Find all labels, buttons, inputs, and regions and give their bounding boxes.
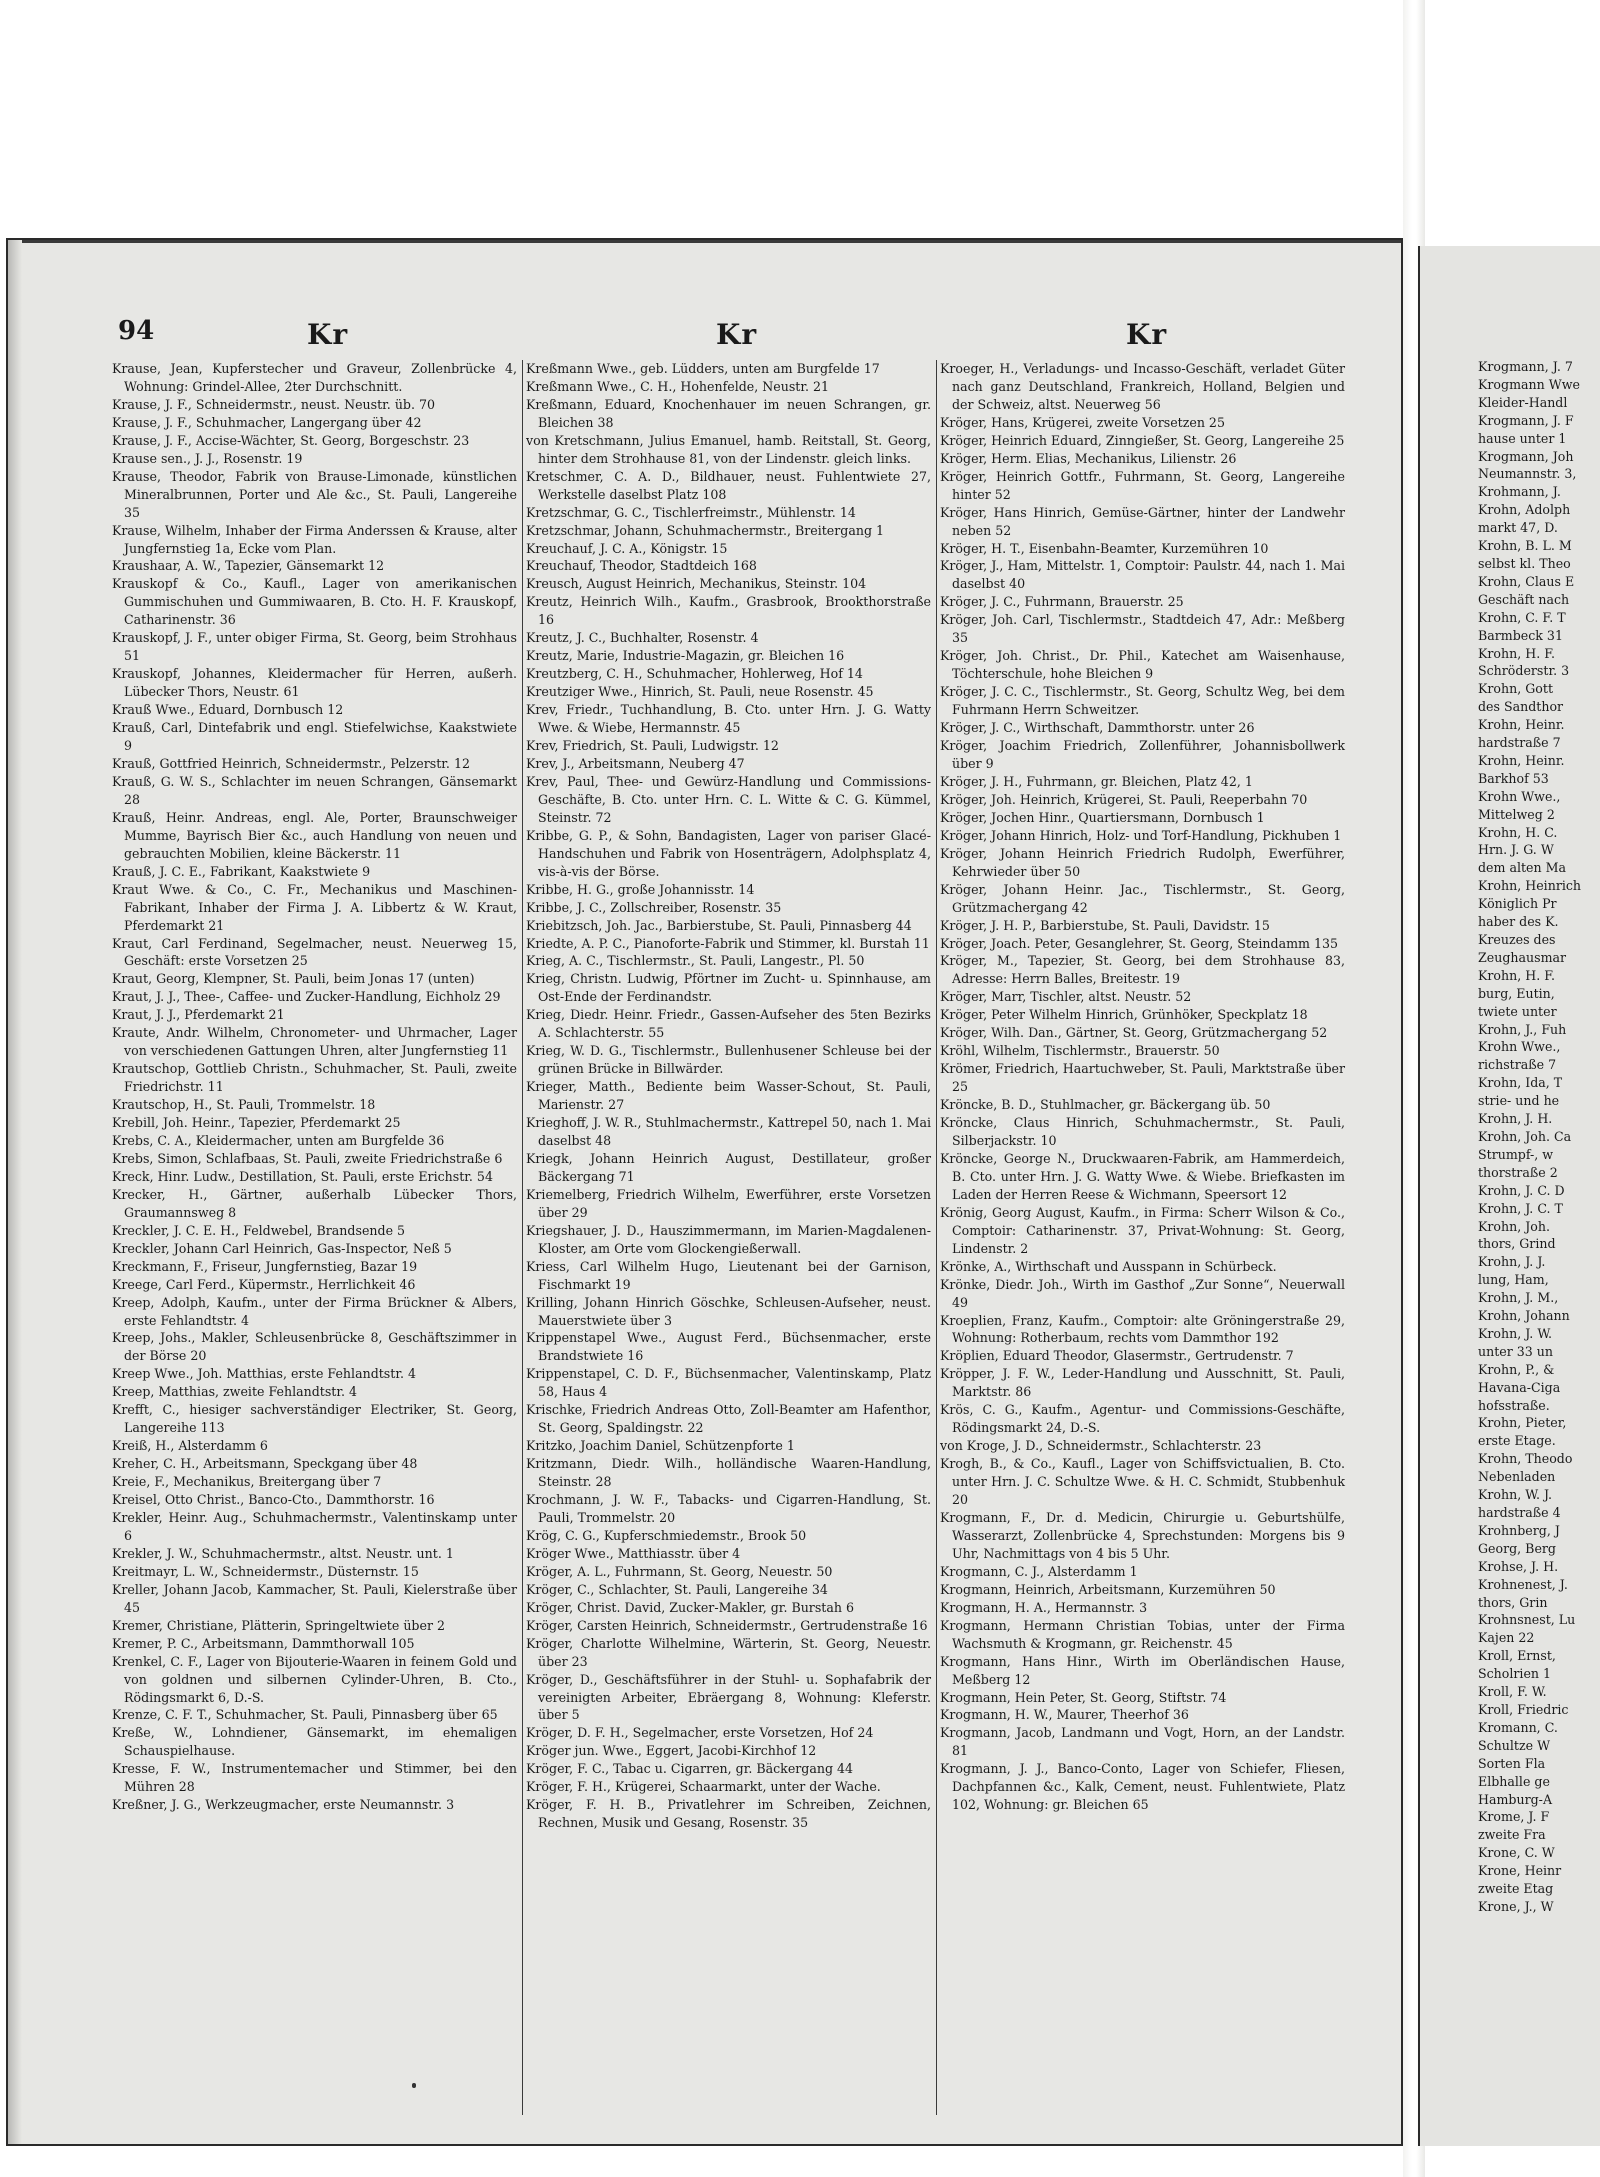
directory-entry: Kremer, P. C., Arbeitsmann, Dammthorwall 105 xyxy=(112,1635,415,1651)
directory-entry: Kreege, Carl Ferd., Küpermstr., Herrlichkeit 46 xyxy=(112,1276,416,1292)
directory-entry: Kraut Wwe. & Co., C. Fr., Mechanikus und Maschinen-Fabrikant, Inhaber der Firma J. A. Libbertz & W. Kraut, Pferdemarkt 21 xyxy=(112,881,517,933)
directory-entry: Krischke, Friedrich Andreas Otto, Zoll-Beamter am Hafenthor, St. Georg, Spaldingstr. 22 xyxy=(526,1402,931,1436)
directory-entry: Krönig, Georg August, Kaufm., in Firma: Scherr Wilson & Co., Comptoir: Catharinenstr. 37, Privat-Wohnung: St. Georg, Lindenstr. 2 xyxy=(940,1204,1345,1256)
directory-entry: Kresse, F. W., Instrumentemacher und Stimmer, bei den Mühren 28 xyxy=(112,1761,517,1795)
directory-entry: Krev, J., Arbeitsmann, Neuberg 47 xyxy=(526,755,745,771)
directory-entry: Krippenstapel, C. D. F., Büchsenmacher, Valentinskamp, Platz 58, Haus 4 xyxy=(526,1366,931,1400)
directory-entry: Krev, Friedrich, St. Pauli, Ludwigstr. 12 xyxy=(526,738,779,754)
directory-entry: von Kretschmann, Julius Emanuel, hamb. Reitstall, St. Georg, hinter dem Strohhause 81, von der Lindenstr. gleich links. xyxy=(526,432,931,466)
directory-entry: Krebs, C. A., Kleidermacher, unten am Burgfelde 36 xyxy=(112,1132,445,1148)
right-page-line: Krohn, Joh. xyxy=(1478,1218,1550,1234)
directory-entry: Krogmann, Hermann Christian Tobias, unter der Firma Wachsmuth & Krogmann, gr. Reichenstr. 45 xyxy=(940,1617,1345,1651)
right-page-line: Krohn, Heinr. xyxy=(1478,717,1565,733)
directory-entry: Krause, J. F., Schneidermstr., neust. Neustr. üb. 70 xyxy=(112,396,436,412)
right-page-line: Krohn, J. H. xyxy=(1478,1111,1553,1127)
directory-entry: Kribbe, J. C., Zollschreiber, Rosenstr. 35 xyxy=(526,899,782,915)
right-page-line: hardstraße 4 xyxy=(1478,1505,1561,1520)
directory-entry: Kröger, J. C., Fuhrmann, Brauerstr. 25 xyxy=(940,594,1184,610)
directory-entry: Kröhl, Wilhelm, Tischlermstr., Brauerstr. 50 xyxy=(940,1043,1220,1059)
directory-entry: Kriebitzsch, Joh. Jac., Barbierstube, St. Pauli, Pinnasberg 44 xyxy=(526,917,912,933)
right-page-line: Krogmann, J. 7 xyxy=(1478,359,1573,374)
right-page-line: Krohn, J. W. xyxy=(1478,1325,1553,1341)
right-page-line: Havana-Ciga xyxy=(1478,1379,1561,1395)
right-page-line: thorstraße 2 xyxy=(1478,1164,1558,1180)
right-page-line: Schröderstr. 3 xyxy=(1478,663,1570,679)
right-page-line: Krohn, J. M., xyxy=(1478,1290,1559,1306)
directory-entry: Krause, Theodor, Fabrik von Brause-Limonade, künstlichen Mineralbrunnen, Porter und Ale &c., St. Pauli, Langereihe 35 xyxy=(112,468,517,520)
right-page-line: Nebenladen xyxy=(1478,1469,1556,1485)
right-page-line: Hamburg-A xyxy=(1478,1791,1553,1807)
directory-entry: Krög, C. G., Kupferschmiedemstr., Brook 50 xyxy=(526,1527,807,1543)
directory-entry: Kritzko, Joachim Daniel, Schützenpforte 1 xyxy=(526,1438,795,1454)
directory-entry: Krev, Paul, Thee- und Gewürz-Handlung und Commissions-Geschäfte, B. Cto. unter Hrn. C. L. Witte & C. G. Kümmel, Steinstr. 72 xyxy=(526,773,931,825)
directory-entry: Kreße, W., Lohndiener, Gänsemarkt, im ehemaligen Schauspielhause. xyxy=(112,1725,517,1759)
directory-entry: Kröncke, George N., Druckwaaren-Fabrik, am Hammerdeich, B. Cto. unter Hrn. J. G. Watty Wwe. & Wiebe. Briefkasten im Laden der Herren Reese & Wichmann, Speersort 12 xyxy=(940,1150,1345,1202)
column-3-header: Kr xyxy=(1126,318,1168,351)
right-page-line: zweite Etag xyxy=(1478,1881,1554,1897)
directory-entry: Kreep, Matthias, zweite Fehlandtstr. 4 xyxy=(112,1384,358,1400)
directory-entry: Kreßner, J. G., Werkzeugmacher, erste Neumannstr. 3 xyxy=(112,1797,455,1813)
directory-entry: Kröger, J. H. P., Barbierstube, St. Pauli, Davidstr. 15 xyxy=(940,917,1270,933)
right-page-line: Krohnenest, J. xyxy=(1478,1576,1568,1592)
directory-entry: Kribbe, H. G., große Johannisstr. 14 xyxy=(526,881,755,897)
right-page-line: Kroll, Friedric xyxy=(1478,1701,1569,1717)
directory-entry: Krauß, Heinr. Andreas, engl. Ale, Porter, Braunschweiger Mumme, Bayrisch Bier &c., auch Handlung von neuen und gebrauchten Mobilien, kleine Bäckerstr. 11 xyxy=(112,809,517,861)
directory-entry: Krilling, Johann Hinrich Göschke, Schleusen-Aufseher, neust. Mauerstwiete über 3 xyxy=(526,1294,931,1328)
right-page-line: Strumpf-, w xyxy=(1478,1146,1554,1162)
directory-entry: Kremer, Christiane, Plätterin, Springeltwiete über 2 xyxy=(112,1617,445,1633)
right-page-line: Krohn, Gott xyxy=(1478,681,1554,697)
directory-entry: Kröger jun. Wwe., Eggert, Jacobi-Kirchhof 12 xyxy=(526,1743,817,1759)
directory-entry: Kröger, Marr, Tischler, altst. Neustr. 52 xyxy=(940,989,1192,1005)
directory-entry: Kröpper, J. F. W., Leder-Handlung und Ausschnitt, St. Pauli, Marktstr. 86 xyxy=(940,1366,1345,1400)
directory-entry: Kröger, Carsten Heinrich, Schneidermstr., Gertrudenstraße 16 xyxy=(526,1617,928,1633)
directory-entry: Kroeger, H., Verladungs- und Incasso-Geschäft, verladet Güter nach ganz Deutschland, Frankreich, Holland, Belgien und der Schweiz, altst. Neuerweg 56 xyxy=(940,361,1345,412)
directory-entry: Krenze, C. F. T., Schuhmacher, St. Pauli, Pinnasberg über 65 xyxy=(112,1707,498,1723)
directory-entry: Kraute, Andr. Wilhelm, Chronometer- und Uhrmacher, Lager von verschiedenen Gattungen Uhren, alter Jungfernstieg 11 xyxy=(112,1025,517,1059)
directory-entry: Kreßmann, Eduard, Knochenhauer im neuen Schrangen, gr. Bleichen 38 xyxy=(526,396,931,430)
directory-entry: Kröger, Johann Heinrich Friedrich Rudolph, Ewerführer, Kehrwieder über 50 xyxy=(940,845,1345,879)
directory-entry: Krieg, W. D. G., Tischlermstr., Bullenhusener Schleuse bei der grünen Brücke in Billwärder. xyxy=(526,1043,931,1077)
directory-entry: Kröger, Wilh. Dan., Gärtner, St. Georg, Grützmachergang 52 xyxy=(940,1025,1328,1041)
right-page-line: Barkhof 53 xyxy=(1478,770,1549,786)
right-page-line: hause unter 1 xyxy=(1478,430,1567,446)
right-page-line: Krohn, Adolph xyxy=(1478,502,1571,518)
directory-entry: Kreisel, Otto Christ., Banco-Cto., Dammthorstr. 16 xyxy=(112,1492,435,1508)
right-page-line: Kroll, F. W. xyxy=(1478,1684,1547,1700)
right-page-line: Barmbeck 31 xyxy=(1478,627,1563,643)
directory-entry: Kröger Wwe., Matthiasstr. über 4 xyxy=(526,1545,741,1561)
directory-entry: Kröger, J. H., Fuhrmann, gr. Bleichen, Platz 42, 1 xyxy=(940,773,1253,789)
directory-entry: Kröger, C., Schlachter, St. Pauli, Langereihe 34 xyxy=(526,1581,828,1597)
right-page-line: Kreuzes des xyxy=(1478,932,1556,947)
directory-entry: Kröger, Johann Heinr. Jac., Tischlermstr., St. Georg, Grützmachergang 42 xyxy=(940,881,1345,915)
right-page-line: Georg, Berg xyxy=(1478,1540,1556,1556)
directory-entry: Krieg, Christn. Ludwig, Pförtner im Zucht- u. Spinnhause, am Ost-Ende der Ferdinandstr. xyxy=(526,971,931,1005)
directory-entry: Kraut, J. J., Thee-, Caffee- und Zucker-Handlung, Eichholz 29 xyxy=(112,989,501,1005)
directory-entry: Kreckmann, F., Friseur, Jungfernstieg, Bazar 19 xyxy=(112,1258,418,1274)
directory-entry: Kribbe, G. P., & Sohn, Bandagisten, Lager von pariser Glacé-Handschuhen und Fabrik von Hosenträgern, Adolphsplatz 4, vis-à-vis der Börse. xyxy=(526,827,931,879)
right-page-line: Königlich Pr xyxy=(1478,896,1557,912)
right-page-line: Krohn, Joh. Ca xyxy=(1478,1128,1572,1144)
directory-entry: Kreitmayr, L. W., Schneidermstr., Düsternstr. 15 xyxy=(112,1563,419,1579)
right-page-line: Krohn, H. F. xyxy=(1478,645,1556,661)
directory-entry: Kriedte, A. P. C., Pianoforte-Fabrik und Stimmer, kl. Burstah 11 xyxy=(526,935,930,951)
right-page-line: Scholrien 1 xyxy=(1478,1666,1552,1682)
directory-column-3 xyxy=(940,360,1345,1814)
directory-entry: Krogmann, Hans Hinr., Wirth im Oberländischen Hause, Meßberg 12 xyxy=(940,1653,1345,1687)
right-page-line: Sorten Fla xyxy=(1478,1755,1546,1771)
directory-entry: Kröger, Joh. Heinrich, Krügerei, St. Pauli, Reeperbahn 70 xyxy=(940,791,1308,807)
right-page-line: Krohn, Claus E xyxy=(1478,573,1575,589)
directory-entry: Kröger, Hans Hinrich, Gemüse-Gärtner, hinter der Landwehr neben 52 xyxy=(940,504,1345,538)
directory-entry: Krauß, Gottfried Heinrich, Schneidermstr., Pelzerstr. 12 xyxy=(112,755,470,771)
right-page-line: markt 47, D. xyxy=(1478,520,1558,536)
directory-entry: Kröger, D. F. H., Segelmacher, erste Vorsetzen, Hof 24 xyxy=(526,1725,874,1741)
right-page-column xyxy=(1478,358,1600,1916)
column-divider-1 xyxy=(522,360,523,2115)
directory-entry: Kriegk, Johann Heinrich August, Destillateur, großer Bäckergang 71 xyxy=(526,1150,931,1184)
directory-entry: Kröger, Jochen Hinr., Quartiersmann, Dornbusch 1 xyxy=(940,809,1265,825)
right-page-line: Krohn, W. J. xyxy=(1478,1487,1553,1503)
right-page-line: Krohn, Pieter, xyxy=(1478,1415,1567,1431)
directory-entry: Kröncke, Claus Hinrich, Schuhmachermstr., St. Pauli, Silberjackstr. 10 xyxy=(940,1115,1345,1148)
right-page-line: Kajen 22 xyxy=(1478,1630,1535,1646)
column-divider-2 xyxy=(936,360,937,2115)
directory-column-2 xyxy=(526,360,931,1832)
directory-entry: Krautschop, Gottlieb Christn., Schuhmacher, St. Pauli, zweite Friedrichstr. 11 xyxy=(112,1061,517,1095)
directory-entry: Krogmann, J. J., Banco-Conto, Lager von Schiefer, Fliesen, Dachpfannen &c., Kalk, Cement, neust. Fuhlentwiete, Platz 102, Wohnung: gr. Bleichen 65 xyxy=(940,1761,1345,1813)
right-page-line: lung, Ham, xyxy=(1478,1272,1549,1288)
directory-entry: Kreckler, J. C. E. H., Feldwebel, Brandsende 5 xyxy=(112,1222,406,1238)
right-page-line: Neumannstr. 3, xyxy=(1478,466,1577,482)
right-page-line: Krohmann, J. xyxy=(1478,484,1561,500)
directory-entry: Krauskopf & Co., Kaufl., Lager von amerikanischen Gummischuhen und Gummiwaaren, B. Cto. H. F. Krauskopf, Catharinenstr. 36 xyxy=(112,576,517,628)
directory-entry: Krönke, A., Wirthschaft und Ausspann in Schürbeck. xyxy=(940,1258,1277,1274)
directory-entry: Kraut, Georg, Klempner, St. Pauli, beim Jonas 17 (unten) xyxy=(112,971,475,987)
right-page-line: burg, Eutin, xyxy=(1478,985,1555,1001)
directory-entry: Krogmann, F., Dr. d. Medicin, Chirurgie u. Geburtshülfe, Wasserarzt, Zollenbrücke 4, Sprechstunden: Morgens bis 9 Uhr, Nachmittags von 4 bis 5 Uhr. xyxy=(940,1510,1345,1561)
directory-entry: Krauskopf, J. F., unter obiger Firma, St. Georg, beim Strohhaus 51 xyxy=(112,630,517,664)
right-page-line: Krogmann, J. F xyxy=(1478,412,1574,428)
directory-entry: Kreep, Johs., Makler, Schleusenbrücke 8, Geschäftszimmer in der Börse 20 xyxy=(112,1330,517,1364)
directory-entry: Kröger, Joh. Carl, Tischlermstr., Stadtdeich 47, Adr.: Meßberg 35 xyxy=(940,612,1345,646)
right-page-line: hofsstraße. xyxy=(1478,1397,1550,1413)
right-page-line: Hrn. J. G. W xyxy=(1478,842,1554,858)
directory-entry: Krebill, Joh. Heinr., Tapezier, Pferdemarkt 25 xyxy=(112,1115,401,1131)
directory-entry: Krippenstapel Wwe., August Ferd., Büchsenmacher, erste Brandstwiete 16 xyxy=(526,1330,931,1364)
directory-entry: Kretzschmar, G. C., Tischlerfreimstr., Mühlenstr. 14 xyxy=(526,504,856,520)
right-page-line: Krohn, Theodo xyxy=(1478,1451,1573,1467)
right-page-line: selbst kl. Theo xyxy=(1478,555,1571,571)
directory-entry: Krautschop, H., St. Pauli, Trommelstr. 18 xyxy=(112,1097,376,1113)
right-page-line: Krome, J. F xyxy=(1478,1809,1550,1825)
directory-entry: Krogh, B., & Co., Kaufl., Lager von Schiffsvictualien, B. Cto. unter Hrn. J. C. Schultze Wwe. & H. C. Schmidt, Stubbenhuk 20 xyxy=(940,1456,1345,1508)
directory-entry: Krömer, Friedrich, Haartuchweber, St. Pauli, Marktstraße über 25 xyxy=(940,1061,1345,1095)
right-page-line: Schultze W xyxy=(1478,1737,1551,1753)
right-page-line: hardstraße 7 xyxy=(1478,735,1561,751)
directory-entry: Krieg, Diedr. Heinr. Friedr., Gassen-Aufseher des 5ten Bezirks A. Schlachterstr. 55 xyxy=(526,1007,931,1041)
directory-entry: Krause, Wilhelm, Inhaber der Firma Anderssen & Krause, alter Jungfernstieg 1a, Ecke vom Plan. xyxy=(112,522,517,556)
directory-entry: Kreuchauf, Theodor, Stadtdeich 168 xyxy=(526,558,757,574)
directory-entry: Krause, J. F., Schuhmacher, Langergang über 42 xyxy=(112,414,422,430)
directory-entry: Krecker, H., Gärtner, außerhalb Lübecker Thors, Graumannsweg 8 xyxy=(112,1186,517,1220)
directory-entry: Krenkel, C. F., Lager von Bijouterie-Waaren in feinem Gold und von goldnen und silbernen Cylinder-Uhren, B. Cto., Rödingsmarkt 6, D.-S. xyxy=(112,1653,517,1705)
right-page-line: Krogmann Wwe xyxy=(1478,376,1580,392)
directory-entry: Kröger, F. H., Krügerei, Schaarmarkt, unter der Wache. xyxy=(526,1779,881,1795)
directory-entry: Krause sen., J. J., Rosenstr. 19 xyxy=(112,450,303,466)
directory-entry: Kröger, Hans, Krügerei, zweite Vorsetzen 25 xyxy=(940,414,1225,430)
directory-entry: Kreßmann Wwe., geb. Lüdders, unten am Burgfelde 17 xyxy=(526,361,880,376)
directory-entry: Kröger, M., Tapezier, St. Georg, bei dem Strohhause 83, Adresse: Herrn Balles, Breitestr. 19 xyxy=(940,953,1345,987)
right-page-line: Krohn, Johann xyxy=(1478,1308,1570,1324)
directory-entry: Krogmann, Hein Peter, St. Georg, Stiftstr. 74 xyxy=(940,1689,1227,1705)
right-page-line: unter 33 un xyxy=(1478,1343,1554,1359)
directory-entry: Kröger, Herm. Elias, Mechanikus, Lilienstr. 26 xyxy=(940,450,1237,466)
directory-entry: Krogmann, H. W., Maurer, Theerhof 36 xyxy=(940,1707,1189,1723)
directory-entry: Krauß, J. C. E., Fabrikant, Kaakstwiete 9 xyxy=(112,863,371,879)
right-page-line: Krohn, J., Fuh xyxy=(1478,1021,1567,1037)
directory-entry: Kritzmann, Diedr. Wilh., holländische Waaren-Handlung, Steinstr. 28 xyxy=(526,1456,931,1490)
directory-entry: Krieg, A. C., Tischlermstr., St. Pauli, Langestr., Pl. 50 xyxy=(526,953,865,969)
directory-column-1 xyxy=(112,360,517,1814)
directory-entry: Krochmann, J. W. F., Tabacks- und Cigarren-Handlung, St. Pauli, Trommelstr. 20 xyxy=(526,1492,931,1525)
directory-entry: Krause, Jean, Kupferstecher und Graveur, Zollenbrücke 4, Wohnung: Grindel-Allee, 2ter Durchschnitt. xyxy=(112,361,517,394)
directory-entry: Kröplien, Eduard Theodor, Glasermstr., Gertrudenstr. 7 xyxy=(940,1348,1294,1364)
directory-entry: Kriess, Carl Wilhelm Hugo, Lieutenant bei der Garnison, Fischmarkt 19 xyxy=(526,1258,931,1292)
directory-entry: Kröger, Johann Hinrich, Holz- und Torf-Handlung, Pickhuben 1 xyxy=(940,827,1342,843)
ink-speck xyxy=(412,2083,416,2088)
right-page-line: Zeughausmar xyxy=(1478,949,1567,965)
directory-entry: Kreutz, Marie, Industrie-Magazin, gr. Bleichen 16 xyxy=(526,648,845,664)
page-top-edge xyxy=(8,240,1401,243)
right-page-line: Krohn Wwe., xyxy=(1478,788,1561,804)
directory-entry: Krogmann, C. J., Alsterdamm 1 xyxy=(940,1563,1138,1579)
directory-entry: Kreutziger Wwe., Hinrich, St. Pauli, neue Rosenstr. 45 xyxy=(526,684,874,700)
directory-entry: Kreckler, Johann Carl Heinrich, Gas-Inspector, Neß 5 xyxy=(112,1240,452,1256)
right-page-line: erste Etage. xyxy=(1478,1433,1556,1449)
directory-entry: Krieghoff, J. W. R., Stuhlmachermstr., Kattrepel 50, nach 1. Mai daselbst 48 xyxy=(526,1115,931,1148)
directory-entry: Kretzschmar, Johann, Schuhmachermstr., Breitergang 1 xyxy=(526,522,885,538)
directory-entry: Krogmann, H. A., Hermannstr. 3 xyxy=(940,1599,1148,1615)
right-page-line: haber des K. xyxy=(1478,914,1559,930)
directory-entry: Krauß, G. W. S., Schlachter im neuen Schrangen, Gänsemarkt 28 xyxy=(112,773,517,807)
right-page-line: Krogmann, Joh xyxy=(1478,448,1574,464)
right-page-line: Krohn, H. C. xyxy=(1478,824,1558,840)
directory-entry: Kreßmann Wwe., C. H., Hohenfelde, Neustr. 21 xyxy=(526,378,830,394)
right-page-line: Kroll, Ernst, xyxy=(1478,1648,1556,1664)
directory-entry: Kreutz, Heinrich Wilh., Kaufm., Grasbrook, Brookthorstraße 16 xyxy=(526,594,931,628)
right-page-line: dem alten Ma xyxy=(1478,860,1567,876)
directory-entry: Krev, Friedr., Tuchhandlung, B. Cto. unter Hrn. J. G. Watty Wwe. & Wiebe, Hermannstr. 45 xyxy=(526,702,931,736)
directory-entry: Krekler, J. W., Schuhmachermstr., altst. Neustr. unt. 1 xyxy=(112,1545,454,1561)
right-page-line: des Sandthor xyxy=(1478,699,1564,715)
right-page-line: twiete unter xyxy=(1478,1003,1557,1019)
directory-entry: Kröger, Joh. Christ., Dr. Phil., Katechet am Waisenhause, Töchterschule, hohe Bleichen 9 xyxy=(940,648,1345,682)
right-page-line: Krohn, J. J. xyxy=(1478,1254,1546,1270)
directory-entry: von Kroge, J. D., Schneidermstr., Schlachterstr. 23 xyxy=(940,1438,1262,1454)
directory-entry: Kröger, J., Ham, Mittelstr. 1, Comptoir: Paulstr. 44, nach 1. Mai daselbst 40 xyxy=(940,558,1345,592)
directory-entry: Kreutzberg, C. H., Schuhmacher, Hohlerweg, Hof 14 xyxy=(526,666,863,682)
right-page-line: Krohnsnest, Lu xyxy=(1478,1612,1576,1628)
directory-entry: Kreuchauf, J. C. A., Königstr. 15 xyxy=(526,540,728,556)
directory-entry: Krebs, Simon, Schlafbaas, St. Pauli, zweite Friedrichstraße 6 xyxy=(112,1150,503,1166)
directory-entry: Kreher, C. H., Arbeitsmann, Speckgang über 48 xyxy=(112,1456,418,1472)
right-page-line: Krohse, J. H. xyxy=(1478,1558,1559,1574)
directory-entry: Kreie, F., Mechanikus, Breitergang über 7 xyxy=(112,1474,382,1490)
right-page-line: zweite Fra xyxy=(1478,1827,1546,1843)
right-page-line: strie- und he xyxy=(1478,1093,1560,1109)
directory-entry: Krogmann, Jacob, Landmann und Vogt, Horn, an der Landstr. 81 xyxy=(940,1725,1345,1759)
directory-entry: Kretschmer, C. A. D., Bildhauer, neust. Fuhlentwiete 27, Werkstelle daselbst Platz 108 xyxy=(526,468,931,502)
right-page-line: Krohn, Heinrich xyxy=(1478,878,1582,894)
directory-entry: Kröger, Heinrich Eduard, Zinngießer, St. Georg, Langereihe 25 xyxy=(940,432,1345,448)
directory-entry: Kröger, A. L., Fuhrmann, St. Georg, Neuestr. 50 xyxy=(526,1563,833,1579)
directory-entry: Kröger, H. T., Eisenbahn-Beamter, Kurzemühren 10 xyxy=(940,540,1269,556)
right-page-line: Krohn, Ida, T xyxy=(1478,1075,1563,1091)
directory-entry: Krönke, Diedr. Joh., Wirth im Gasthof „Zur Sonne“, Neuerwall 49 xyxy=(940,1276,1345,1310)
directory-entry: Kreep, Adolph, Kaufm., unter der Firma Brückner & Albers, erste Fehlandtstr. 4 xyxy=(112,1294,517,1328)
column-2-header: Kr xyxy=(716,318,758,351)
directory-entry: Kreller, Johann Jacob, Kammacher, St. Pauli, Kielerstraße über 45 xyxy=(112,1581,517,1615)
directory-entry: Kriegshauer, J. D., Hauszimmermann, im Marien-Magdalenen-Kloster, am Orte vom Glockengießerwall. xyxy=(526,1222,931,1256)
right-page-line: Krone, C. W xyxy=(1478,1845,1555,1861)
right-page-line: thors, Grin xyxy=(1478,1594,1548,1610)
right-page-line: Elbhalle ge xyxy=(1478,1773,1550,1789)
directory-entry: Kröger, F. H. B., Privatlehrer im Schreiben, Zeichnen, Rechnen, Musik und Gesang, Rosenstr. 35 xyxy=(526,1797,931,1831)
directory-entry: Kröger, Christ. David, Zucker-Makler, gr. Burstah 6 xyxy=(526,1599,854,1615)
right-page-line: richstraße 7 xyxy=(1478,1057,1557,1073)
directory-entry: Krauß, Carl, Dintefabrik und engl. Stiefelwichse, Kaakstwiete 9 xyxy=(112,720,517,754)
right-page-line: Krohn, H. F. xyxy=(1478,967,1556,983)
directory-entry: Kröger, J. C., Wirthschaft, Dammthorstr. unter 26 xyxy=(940,720,1255,736)
right-page-line: Krone, Heinr xyxy=(1478,1863,1562,1879)
page-edge-shadow xyxy=(8,240,22,2144)
right-page-line: Krohn, C. F. T xyxy=(1478,609,1566,625)
directory-entry: Kreiß, H., Alsterdamm 6 xyxy=(112,1438,268,1454)
right-page-line: Krohn, B. L. M xyxy=(1478,538,1572,554)
directory-entry: Krauskopf, Johannes, Kleidermacher für Herren, außerh. Lübecker Thors, Neustr. 61 xyxy=(112,666,517,700)
directory-entry: Krogmann, Heinrich, Arbeitsmann, Kurzemühren 50 xyxy=(940,1581,1276,1597)
directory-entry: Kröger, Joach. Peter, Gesanglehrer, St. Georg, Steindamm 135 xyxy=(940,935,1339,951)
right-page-line: Krohn Wwe., xyxy=(1478,1039,1561,1055)
directory-entry: Kreutz, J. C., Buchhalter, Rosenstr. 4 xyxy=(526,630,759,646)
directory-entry: Krös, C. G., Kaufm., Agentur- und Commissions-Geschäfte, Rödingsmarkt 24, D.-S. xyxy=(940,1402,1345,1436)
directory-entry: Kreep Wwe., Joh. Matthias, erste Fehlandtstr. 4 xyxy=(112,1366,416,1382)
right-page-line: Geschäft nach xyxy=(1478,591,1570,607)
directory-entry: Kröger, F. C., Tabac u. Cigarren, gr. Bäckergang 44 xyxy=(526,1761,854,1777)
right-page-line: Krohn, J. C. T xyxy=(1478,1200,1563,1216)
directory-entry: Kreusch, August Heinrich, Mechanikus, Steinstr. 104 xyxy=(526,576,867,592)
directory-entry: Krauß Wwe., Eduard, Dornbusch 12 xyxy=(112,702,344,718)
directory-entry: Kröger, D., Geschäftsführer in der Stuhl- u. Sophafabrik der vereinigten Arbeiter, Ebräergang 8, Wohnung: Kleferstr. über 5 xyxy=(526,1671,931,1723)
right-page-line: Kleider-Handl xyxy=(1478,394,1568,410)
page-number: 94 xyxy=(118,316,155,346)
right-page-line: Krohnberg, J xyxy=(1478,1522,1560,1538)
directory-entry: Krekler, Heinr. Aug., Schuhmachermstr., Valentinskamp unter 6 xyxy=(112,1510,517,1543)
right-page-line: Krohn, J. C. D xyxy=(1478,1182,1565,1198)
directory-entry: Kroeplien, Franz, Kaufm., Comptoir: alte Gröningerstraße 29, Wohnung: Rotherbaum, rechts vom Dammthor 192 xyxy=(940,1312,1345,1346)
directory-entry: Kriemelberg, Friedrich Wilhelm, Ewerführer, erste Vorsetzen über 29 xyxy=(526,1186,931,1220)
right-page-line: Mittelweg 2 xyxy=(1478,806,1555,822)
directory-entry: Kröger, J. C. C., Tischlermstr., St. Georg, Schultz Weg, bei dem Fuhrmann Herrn Schweitzer. xyxy=(940,684,1345,718)
right-page-line: Krohn, Heinr. xyxy=(1478,752,1565,768)
directory-entry: Krefft, C., hiesiger sachverständiger Electriker, St. Georg, Langereihe 113 xyxy=(112,1402,517,1436)
directory-entry: Kröncke, B. D., Stuhlmacher, gr. Bäckergang üb. 50 xyxy=(940,1097,1271,1113)
directory-entry: Kröger, Charlotte Wilhelmine, Wärterin, St. Georg, Neuestr. über 23 xyxy=(526,1635,931,1669)
directory-entry: Kraut, J. J., Pferdemarkt 21 xyxy=(112,1007,285,1023)
right-page-line: Kromann, C. xyxy=(1478,1719,1558,1735)
directory-entry: Kröger, Heinrich Gottfr., Fuhrmann, St. Georg, Langereihe hinter 52 xyxy=(940,468,1345,502)
directory-entry: Krause, J. F., Accise-Wächter, St. Georg, Borgeschstr. 23 xyxy=(112,432,470,448)
directory-entry: Kröger, Peter Wilhelm Hinrich, Grünhöker, Speckplatz 18 xyxy=(940,1007,1308,1023)
directory-entry: Kraushaar, A. W., Tapezier, Gänsemarkt 12 xyxy=(112,558,385,574)
right-page-line: thors, Grind xyxy=(1478,1236,1556,1252)
directory-entry: Kraut, Carl Ferdinand, Segelmacher, neust. Neuerweg 15, Geschäft: erste Vorsetzen 25 xyxy=(112,935,517,969)
directory-entry: Kröger, Joachim Friedrich, Zollenführer, Johannisbollwerk über 9 xyxy=(940,738,1345,771)
directory-entry: Kreck, Hinr. Ludw., Destillation, St. Pauli, erste Erichstr. 54 xyxy=(112,1168,493,1184)
right-page-line: Krohn, P., & xyxy=(1478,1361,1555,1377)
directory-entry: Krieger, Matth., Bediente beim Wasser-Schout, St. Pauli, Marienstr. 27 xyxy=(526,1079,931,1113)
right-page-line: Krone, J., W xyxy=(1478,1898,1554,1914)
column-1-header: Kr xyxy=(307,318,349,351)
